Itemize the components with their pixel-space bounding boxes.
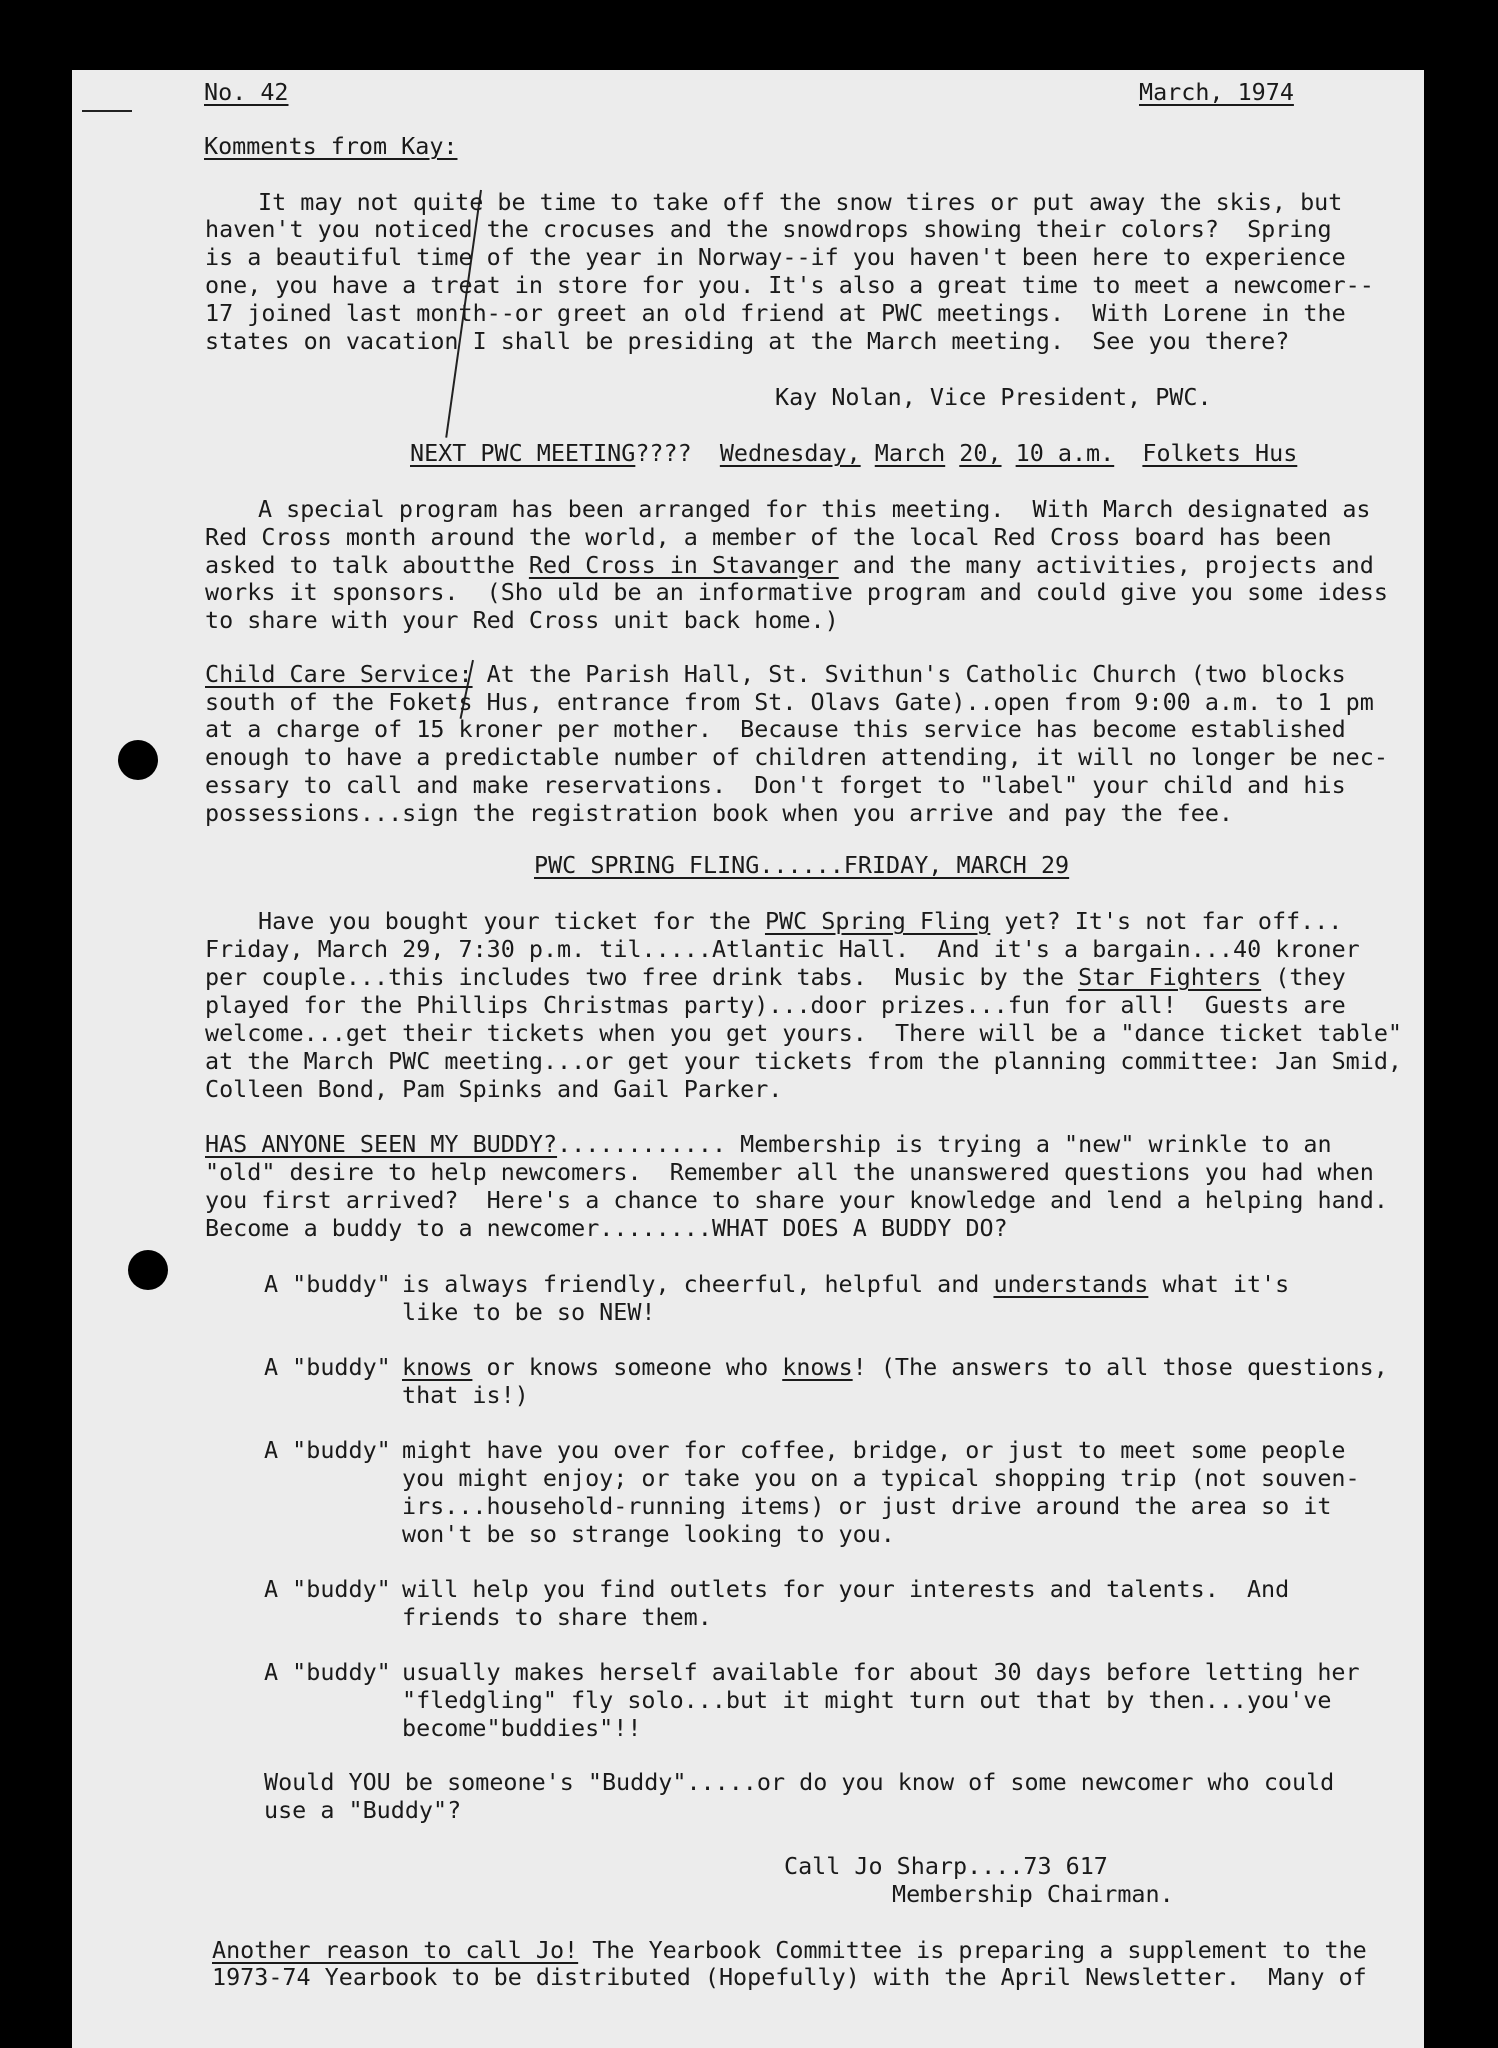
buddy-item: you might enjoy; or take you on a typical shopping trip (not souven- <box>402 1464 1360 1492</box>
buddy-item-prefix: A "buddy" <box>264 1353 391 1381</box>
fling-line: Friday, March 29, 7:30 p.m. til.....Atlantic Hall. And it's a bargain...40 kroner <box>205 935 1360 963</box>
meeting-line: asked to talk aboutthe Red Cross in Stavanger and the many activities, projects and <box>205 551 1374 579</box>
buddy-item: usually makes herself available for about 30 days before letting her <box>402 1658 1360 1686</box>
childcare-line: Child Care Service: At the Parish Hall, St. Svithun's Catholic Church (two blocks <box>205 660 1346 688</box>
fling-line: Have you bought your ticket for the PWC Spring Fling yet? It's not far off... <box>258 907 1343 935</box>
another-line: 1973-74 Yearbook to be distributed (Hopefully) with the April Newsletter. Many of <box>212 1963 1367 1991</box>
komments-line: 17 joined last month--or greet an old friend at PWC meetings. With Lorene in the <box>205 299 1346 327</box>
buddy-line: HAS ANYONE SEEN MY BUDDY?............ Membership is trying a "new" wrinkle to an <box>205 1130 1332 1158</box>
childcare-line: south of the Fokets Hus, entrance from St. Olavs Gate)..open from 9:00 a.m. to 1 pm <box>205 688 1374 716</box>
another-line: Another reason to call Jo! The Yearbook Committee is preparing a supplement to the <box>212 1936 1367 1964</box>
buddy-item: "fledgling" fly solo...but it might turn out that by then...you've <box>402 1686 1332 1714</box>
fling-line: at the March PWC meeting...or get your tickets from the planning committee: Jan Smid, <box>205 1047 1402 1075</box>
buddy-line: "old" desire to help newcomers. Remember all the unanswered questions you had when <box>205 1158 1374 1186</box>
komments-line: It may not quite be time to take off the snow tires or put away the skis, but <box>258 188 1343 216</box>
buddy-item: is always friendly, cheerful, helpful and understands what it's <box>402 1270 1290 1298</box>
buddy-item: like to be so NEW! <box>402 1298 656 1326</box>
meeting-line: to share with your Red Cross unit back home.) <box>205 606 839 634</box>
childcare-line: at a charge of 15 kroner per mother. Because this service has become established <box>205 715 1346 743</box>
buddy-item: will help you find outlets for your interests and talents. And <box>402 1575 1290 1603</box>
buddy-question: use a "Buddy"? <box>264 1796 462 1824</box>
punch-hole-bottom <box>128 1250 168 1290</box>
komments-line: is a beautiful time of the year in Norway--if you haven't been here to experience <box>205 243 1346 271</box>
childcare-line: essary to call and make reservations. Don't forget to "label" your child and his <box>205 771 1346 799</box>
issue-number: No. 42 <box>204 78 289 106</box>
buddy-item: become"buddies"!! <box>402 1714 642 1742</box>
buddy-item: friends to share them. <box>402 1603 712 1631</box>
buddy-question: Would YOU be someone's "Buddy".....or do you know of some newcomer who could <box>264 1768 1335 1796</box>
meeting-line: works it sponsors. (Sho uld be an informative program and could give you some idess <box>205 578 1388 606</box>
fling-line: Colleen Bond, Pam Spinks and Gail Parker. <box>205 1075 783 1103</box>
buddy-item-prefix: A "buddy" <box>264 1436 391 1464</box>
buddy-item: knows or knows someone who knows! (The answers to all those questions, <box>402 1353 1388 1381</box>
buddy-item-prefix: A "buddy" <box>264 1575 391 1603</box>
pen-mark <box>82 110 132 112</box>
fling-line: played for the Phillips Christmas party)...door prizes...fun for all! Guests are <box>205 991 1346 1019</box>
komments-line: states on vacation I shall be presiding at the March meeting. See you there? <box>205 327 1290 355</box>
newsletter-page <box>72 70 1424 2048</box>
buddy-item: might have you over for coffee, bridge, or just to meet some people <box>402 1436 1346 1464</box>
fling-heading: PWC SPRING FLING......FRIDAY, MARCH 29 <box>534 851 1070 879</box>
issue-date: March, 1974 <box>1139 78 1294 106</box>
buddy-item: irs...household-running items) or just drive around the area so it <box>402 1492 1332 1520</box>
komments-line: haven't you noticed the crocuses and the snowdrops showing their colors? Spring <box>205 215 1332 243</box>
komments-signature: Kay Nolan, Vice President, PWC. <box>775 383 1212 411</box>
komments-heading: Komments from Kay: <box>204 132 458 160</box>
buddy-item-prefix: A "buddy" <box>264 1658 391 1686</box>
buddy-item: won't be so strange looking to you. <box>402 1520 895 1548</box>
buddy-contact-title: Membership Chairman. <box>892 1880 1174 1908</box>
buddy-contact: Call Jo Sharp....73 617 <box>784 1852 1108 1880</box>
buddy-item: that is!) <box>402 1381 529 1409</box>
fling-line: welcome...get their tickets when you get yours. There will be a "dance ticket table" <box>205 1019 1402 1047</box>
komments-line: one, you have a treat in store for you. It's also a great time to meet a newcomer-- <box>205 271 1374 299</box>
meeting-line: Red Cross month around the world, a member of the local Red Cross board has been <box>205 523 1332 551</box>
buddy-line: Become a buddy to a newcomer........WHAT DOES A BUDDY DO? <box>205 1214 1008 1242</box>
buddy-line: you first arrived? Here's a chance to share your knowledge and lend a helping hand. <box>205 1186 1388 1214</box>
buddy-item-prefix: A "buddy" <box>264 1270 391 1298</box>
childcare-line: possessions...sign the registration book when you arrive and pay the fee. <box>205 799 1234 827</box>
punch-hole-top <box>118 740 158 780</box>
childcare-line: enough to have a predictable number of children attending, it will no longer be nec- <box>205 743 1388 771</box>
fling-line: per couple...this includes two free drink tabs. Music by the Star Fighters (they <box>205 963 1346 991</box>
meeting-heading: NEXT PWC MEETING???? Wednesday, March 20, 10 a.m. Folkets Hus <box>410 439 1298 467</box>
meeting-line: A special program has been arranged for this meeting. With March designated as <box>258 495 1371 523</box>
